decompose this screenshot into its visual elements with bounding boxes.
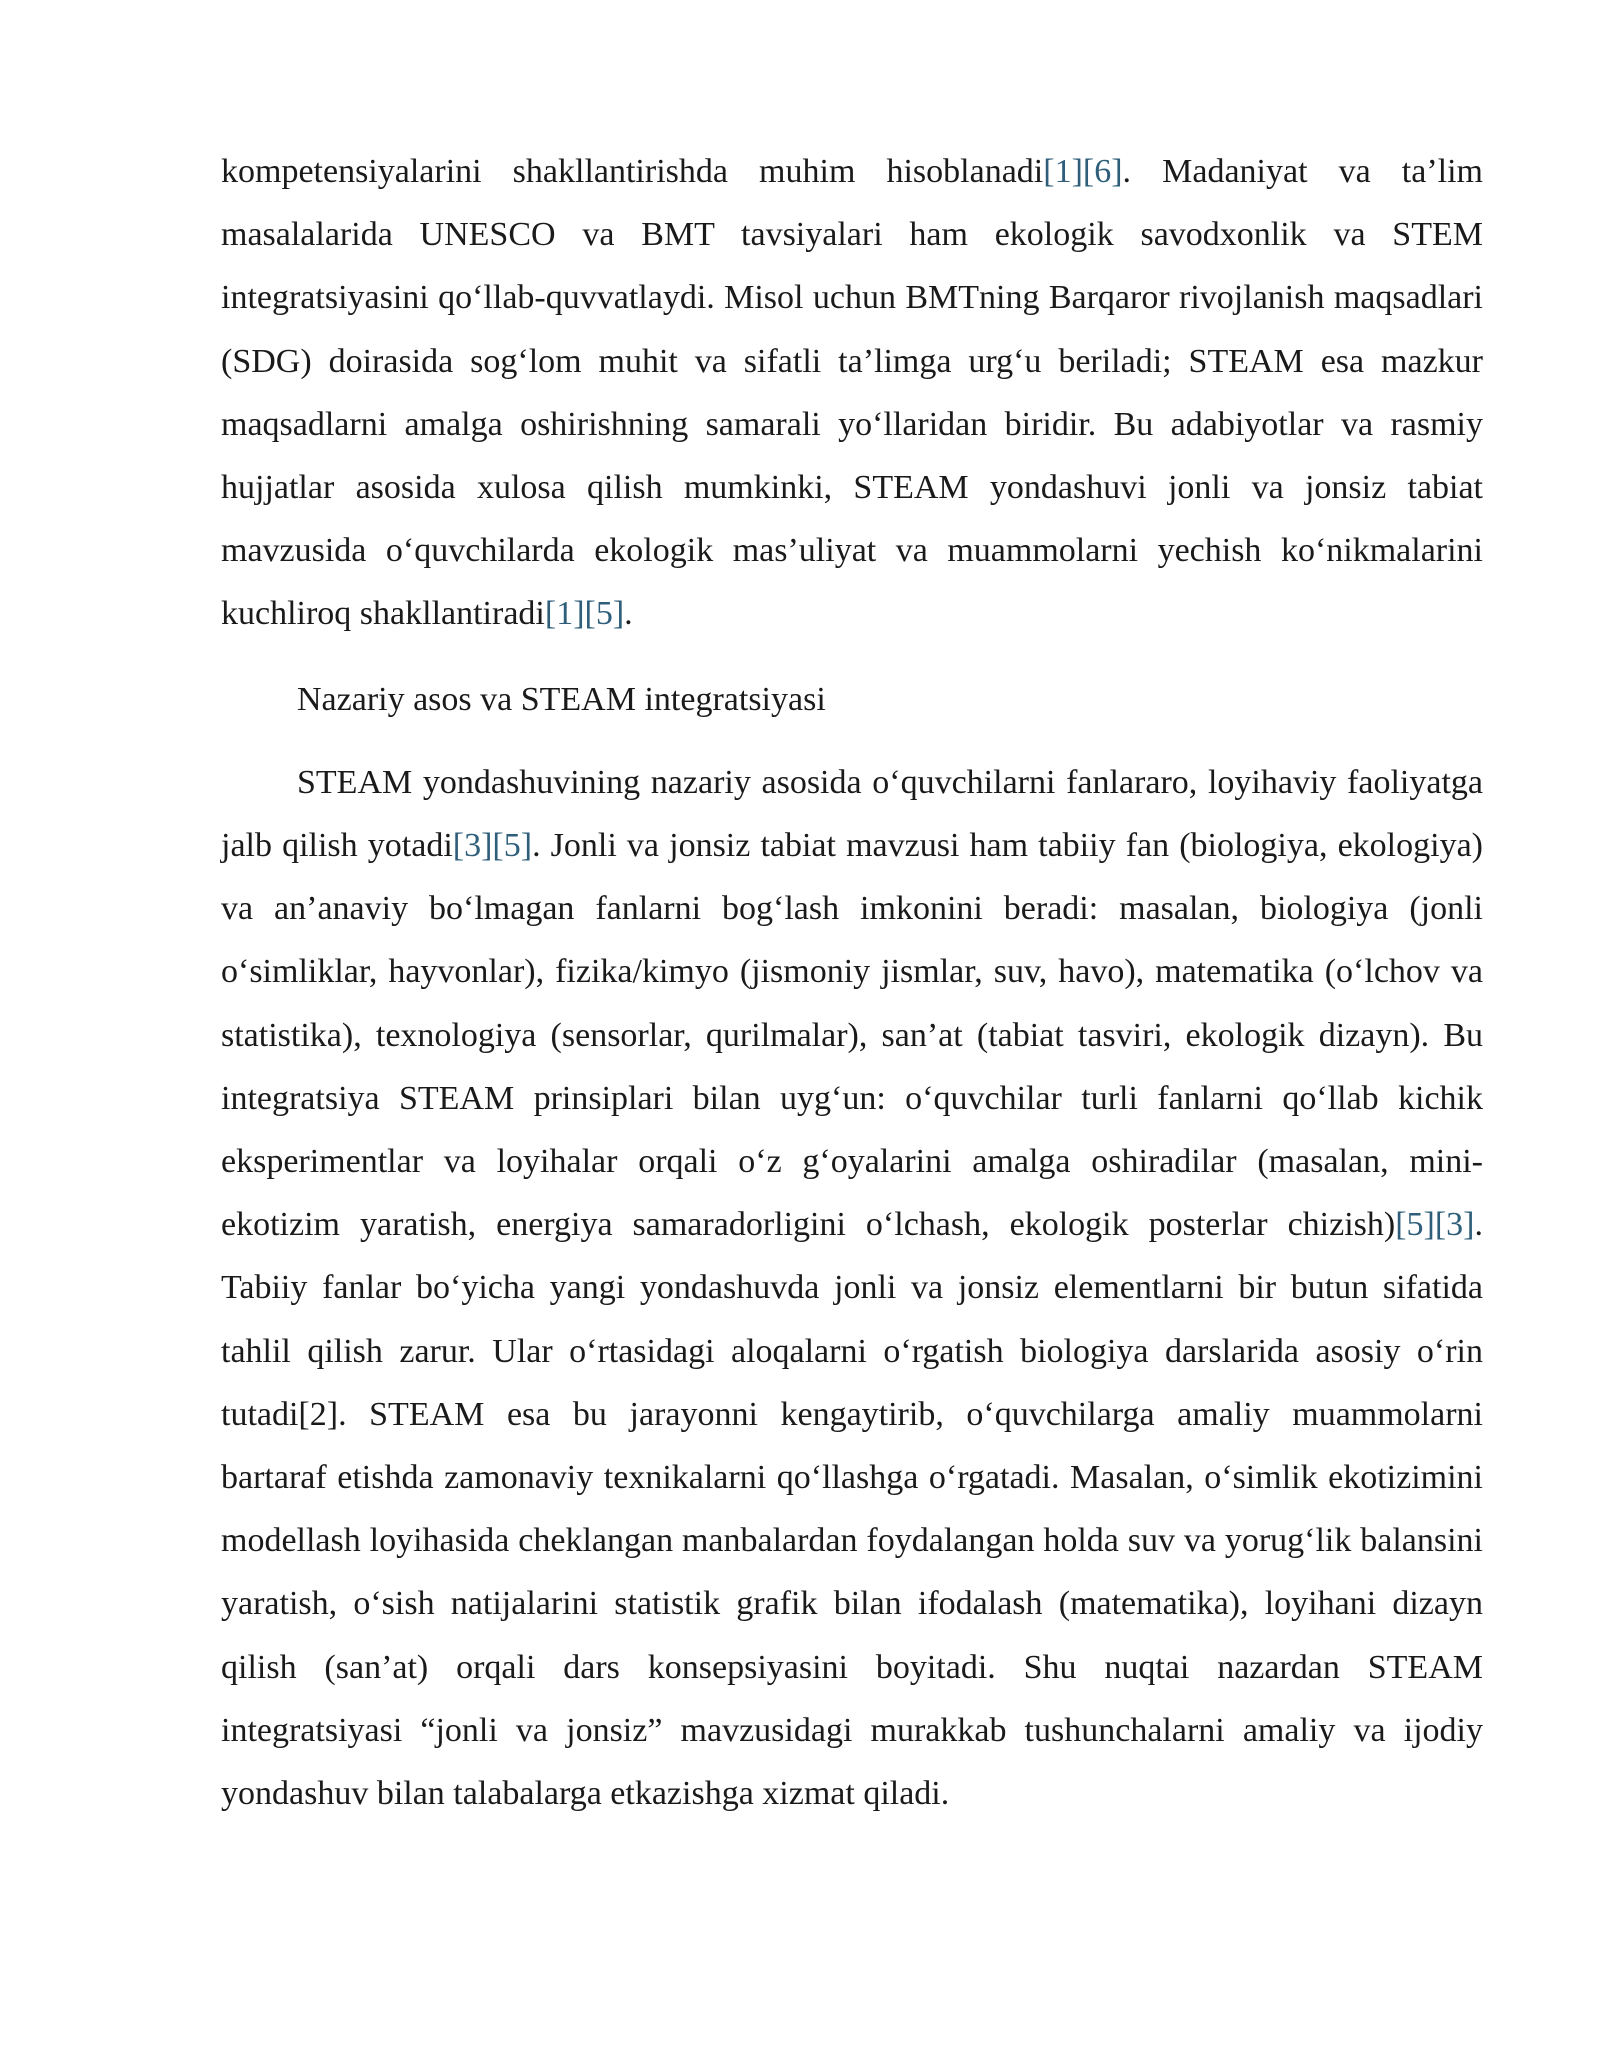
document-page — [221, 140, 1483, 1825]
citation-link[interactable]: [3][5] — [452, 827, 533, 865]
citation-link[interactable]: [1][6] — [1043, 153, 1123, 190]
paragraph-text: . Tabiiy fanlar bo‘yicha yangi yondashuvda jonli va jonsiz elementlarni bir butun sifatida tahlil qilish zarur. Ular o‘rtasidagi aloqalarni o‘rgatish biologiya darslarida asosiy o‘rin tutadi[2]. STEAM esa bu jarayonni kengaytirib, o‘quvchilarga amaliy muammolarni bartaraf etishda zamonaviy texnikalarni qo‘llashga o‘rgatadi. Masalan, o‘simlik ekotizimini modellash loyihasida cheklangan manbalardan foydalangan holda suv va yorug‘lik balansini yaratish, o‘sish natijalarini statistik grafik bilan ifodalash (matematika), loyihani dizayn qilish (san’at) orqali dars konsepsiyasini boyitadi. Shu nuqtai nazardan STEAM integratsiyasi “jonli va jonsiz” mavzusidagi murakkab tushunchalarni amaliy va ijodiy yondashuv bilan talabalarga etkazishga xizmat qiladi. — [221, 1206, 1483, 1813]
paragraph-text: kompetensiyalarini shakllantirishda muhim hisoblanadi — [221, 153, 1044, 190]
paragraph-intro — [221, 140, 1483, 646]
paragraph-text: . Madaniyat va ta’lim masalalarida UNESCO va BMT tavsiyalari ham ekologik savodxonlik va STEM integratsiyasini qo‘llab-quvvatlaydi. Misol uchun BMTning Barqaror rivojlanish maqsadlari (SDG) doirasida sog‘lom muhit va sifatli ta’limga urg‘u beriladi; STEAM esa mazkur maqsadlarni amalga oshirishning samarali yo‘llaridan biridir. Bu adabiyotlar va rasmiy hujjatlar asosida xulosa qilish mumkinki, STEAM yondashuvi jonli va jonsiz tabiat mavzusida o‘quvchilarda ekologik mas’uliyat va muammolarni yechish ko‘nikmalarini kuchliroq shakllantiradi — [221, 153, 1483, 633]
paragraph-text: . Jonli va jonsiz tabiat mavzusi ham tabiiy fan (biologiya, ekologiya) va an’anaviy bo‘lmagan fanlarni bog‘lash imkonini beradi: masalan, biologiya (jonli o‘simliklar, hayvonlar), fizika/kimyo (jismoniy jismlar, suv, havo), matematika (o‘lchov va statistika), texnologiya (sensorlar, qurilmalar), san’at (tabiat tasviri, ekologik dizayn). Bu integratsiya STEAM prinsiplari bilan uyg‘un: o‘quvchilar turli fanlarni qo‘llab kichik eksperimentlar va loyihalar orqali o‘z g‘oyalarini amalga oshiradilar (masalan, mini-ekotizim yaratish, energiya samaradorligini o‘lchash, ekologik posterlar chizish) — [221, 827, 1483, 1244]
section-heading: Nazariy asos va STEAM integratsiyasi — [297, 680, 826, 718]
paragraph-text: . — [624, 595, 633, 633]
citation-link[interactable]: [5][3] — [1395, 1206, 1475, 1244]
citation-link[interactable]: [1][5] — [544, 595, 625, 633]
paragraph-text: STEAM yondashuvining nazariy asosida o‘quvchilarni fanlararo, loyihaviy faoliyatga jalb qilish yotadi — [221, 763, 1483, 865]
paragraph-theory — [221, 751, 1483, 1825]
